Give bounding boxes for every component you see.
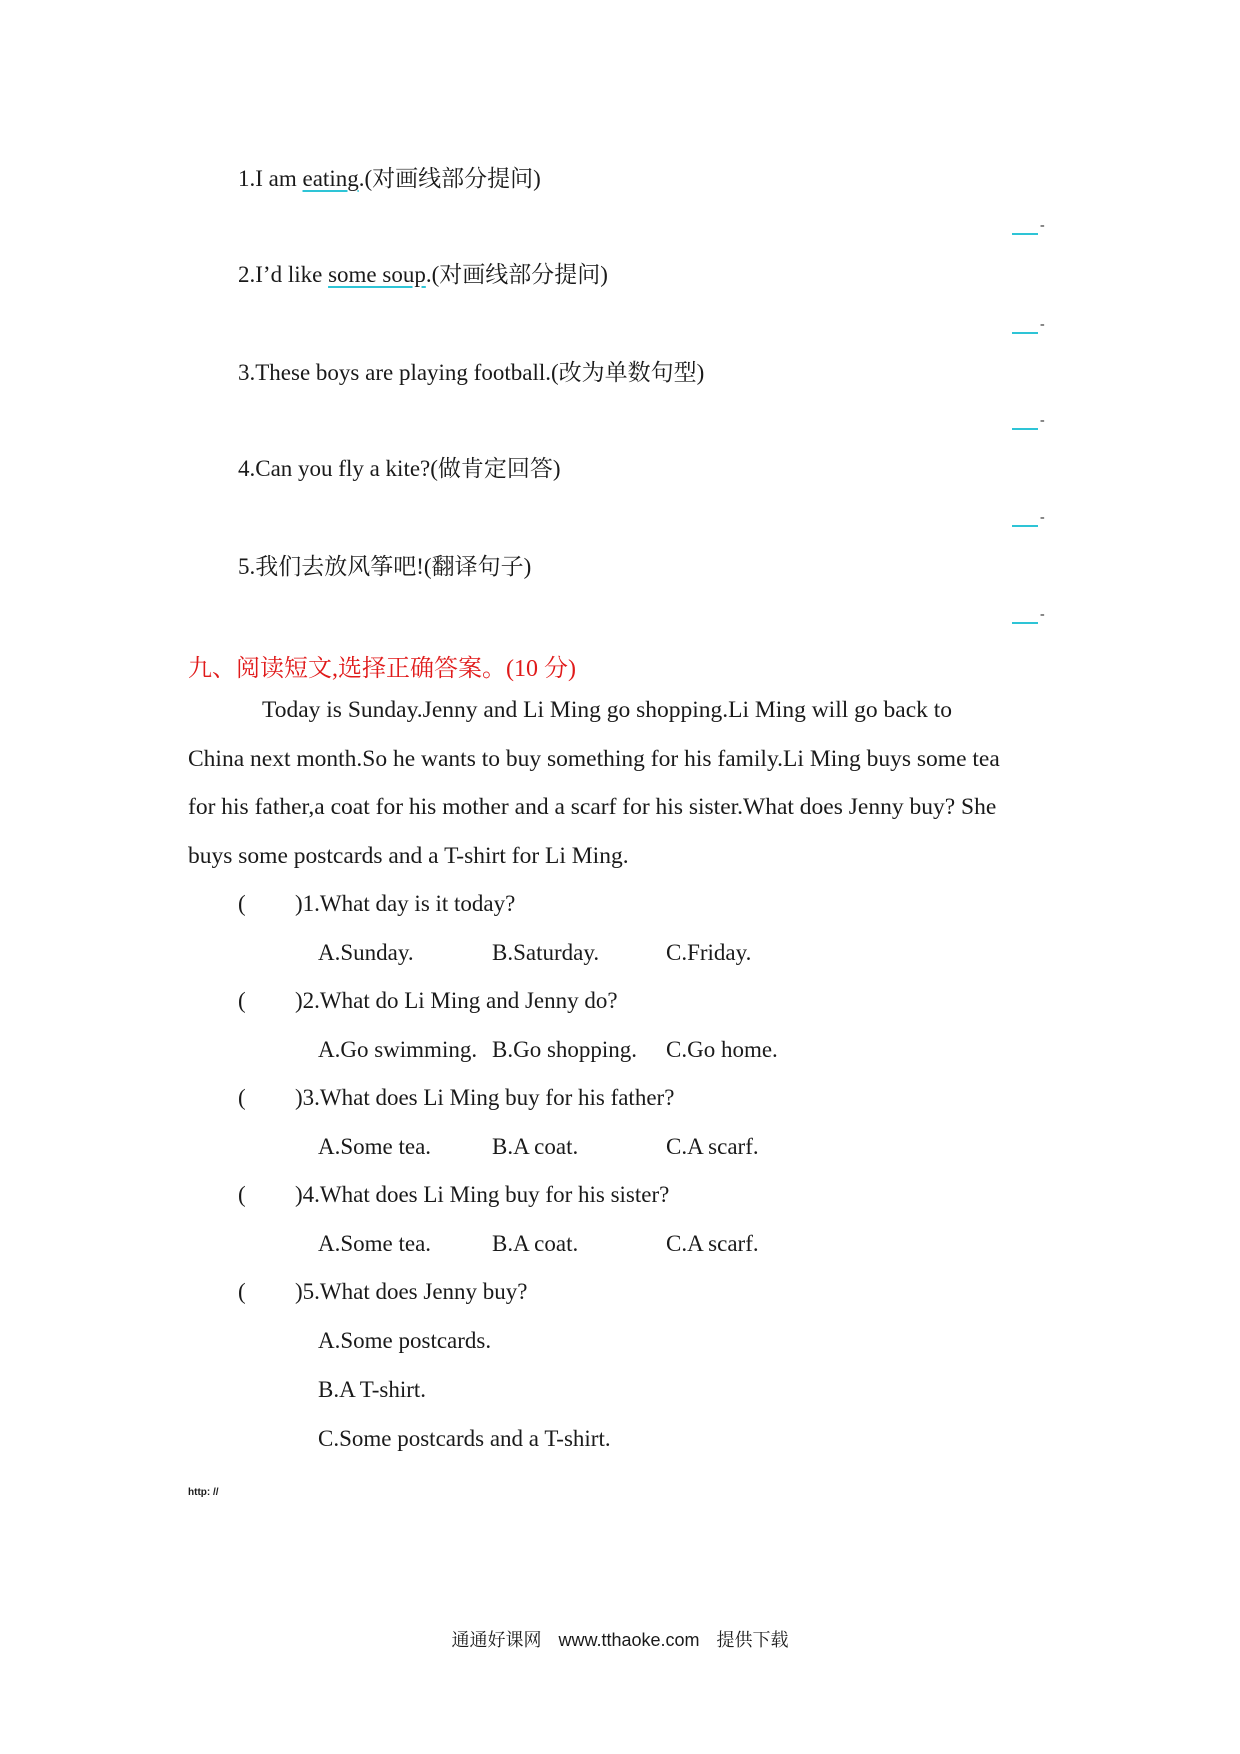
footer-action: 提供下载	[716, 1630, 789, 1650]
answer-blank-4[interactable]	[1012, 525, 1038, 527]
passage-line-1: Today is Sunday.Jenny and Li Ming go shopping.Li Ming will go back to	[262, 697, 953, 723]
q3-option-b: B.A coat.	[492, 1134, 579, 1159]
q1-option-c: C.Friday.	[666, 940, 752, 965]
answer-paren-5[interactable]: (	[238, 1279, 246, 1304]
exercise-2-underlined: some soup	[328, 262, 426, 287]
exercise-1-prefix: 1.I am	[238, 166, 303, 191]
blank-mark-1: -	[1040, 218, 1045, 233]
q3-option-c: C.A scarf.	[666, 1134, 759, 1159]
exercise-1-underlined: eating	[302, 166, 359, 191]
question-5: )5.What does Jenny buy?	[295, 1279, 528, 1304]
question-1: )1.What day is it today?	[295, 891, 516, 916]
exercise-2-suffix: .(对画线部分提问)	[425, 262, 608, 287]
exercise-3	[238, 354, 704, 387]
blank-mark-5: -	[1040, 607, 1045, 622]
q1-option-a: A.Sunday.	[318, 940, 414, 965]
question-3: )3.What does Li Ming buy for his father?	[295, 1085, 675, 1110]
q5-option-c: C.Some postcards and a T-shirt.	[318, 1426, 611, 1451]
footer-url[interactable]: www.tthaoke.com	[558, 1630, 700, 1650]
answer-blank-2[interactable]	[1012, 332, 1038, 334]
answer-paren-2[interactable]: (	[238, 988, 246, 1013]
url-fragment: http: //	[188, 1487, 219, 1498]
exercise-5-text: 5.我们去放风筝吧!(翻译句子)	[238, 554, 532, 579]
exercise-5	[238, 548, 531, 581]
blank-mark-4: -	[1040, 510, 1045, 525]
answer-paren-1[interactable]: (	[238, 891, 246, 916]
footer-site-name: 通通好课网	[451, 1630, 542, 1650]
exercise-4	[238, 450, 561, 483]
question-4: )4.What does Li Ming buy for his sister?	[295, 1182, 670, 1207]
q4-option-c: C.A scarf.	[666, 1231, 759, 1256]
page-footer	[0, 1626, 1240, 1652]
blank-mark-3: -	[1040, 413, 1045, 428]
section-heading: 九、阅读短文,选择正确答案。(10 分)	[188, 656, 576, 682]
q4-option-a: A.Some tea.	[318, 1231, 432, 1256]
answer-paren-3[interactable]: (	[238, 1085, 246, 1110]
exercise-1-suffix: .(对画线部分提问)	[358, 166, 541, 191]
exercise-2	[238, 256, 608, 289]
question-2: )2.What do Li Ming and Jenny do?	[295, 988, 618, 1013]
q2-option-a: A.Go swimming.	[318, 1037, 478, 1062]
passage-line-2: China next month.So he wants to buy something for his family.Li Ming buys some tea	[188, 746, 1000, 772]
exercise-3-text: 3.These boys are playing football.(改为单数句型)	[238, 360, 705, 385]
answer-blank-5[interactable]	[1012, 622, 1038, 624]
q2-option-b: B.Go shopping.	[492, 1037, 638, 1062]
q4-option-b: B.A coat.	[492, 1231, 579, 1256]
q5-option-b: B.A T-shirt.	[318, 1377, 427, 1402]
exercise-2-prefix: 2.I’d like	[238, 262, 329, 287]
q5-option-a: A.Some postcards.	[318, 1328, 492, 1353]
passage-line-3: for his father,a coat for his mother and a scarf for his sister.What does Jenny buy? She	[188, 794, 997, 820]
answer-blank-1[interactable]	[1012, 233, 1038, 235]
answer-blank-3[interactable]	[1012, 428, 1038, 430]
q1-option-b: B.Saturday.	[492, 940, 600, 965]
answer-paren-4[interactable]: (	[238, 1182, 246, 1207]
q2-option-c: C.Go home.	[666, 1037, 778, 1062]
q3-option-a: A.Some tea.	[318, 1134, 432, 1159]
exercise-4-text: 4.Can you fly a kite?(做肯定回答)	[238, 456, 561, 481]
blank-mark-2: -	[1040, 317, 1045, 332]
passage-line-4: buys some postcards and a T-shirt for Li Ming.	[188, 843, 629, 869]
exercise-1	[238, 160, 541, 193]
